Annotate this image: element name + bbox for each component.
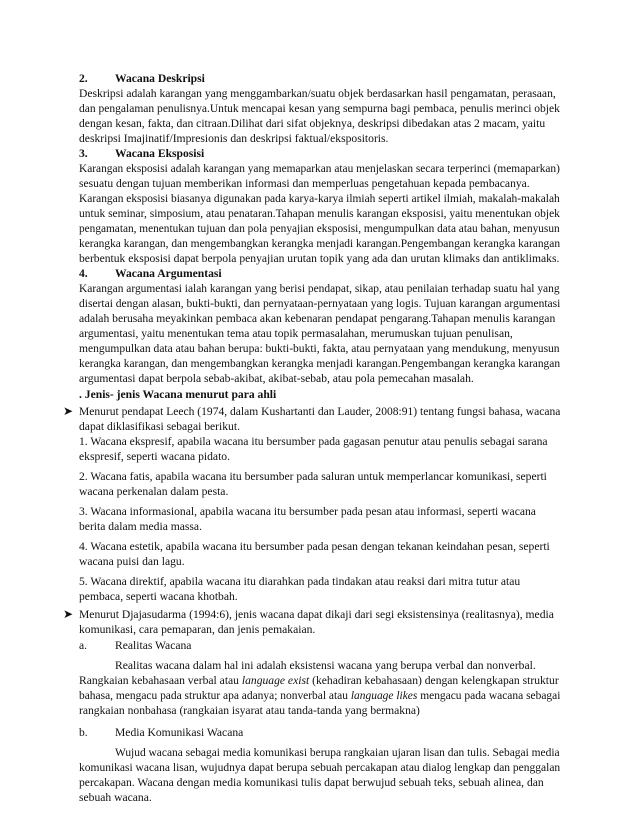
paragraph-line: sebuah wacana. xyxy=(79,791,152,804)
paragraph-line: deskripsi Imajinatif/Impresionis dan deskripsi faktual/ekspositoris. xyxy=(79,132,389,145)
paragraph-line: kerangka karangan, dan mengembangkan kerangka menjadi karangan.Pengembangan kerangka karangan xyxy=(79,357,561,370)
list-item-line: wacana perkenalan dalam pesta. xyxy=(79,485,229,498)
text-run: bahasa, mengacu pada struktur apa adanya; nonverbal atau xyxy=(79,689,348,702)
list-item-line: 3. Wacana informasional, apabila wacana itu bersumber pada pesan atau informasi, seperti wacana xyxy=(79,505,536,518)
subitem-title: Realitas Wacana xyxy=(115,639,192,652)
paragraph-line: untuk seminar, simposium, atau penataran.Tahapan menulis karangan eksposisi, yaitu menentukan objek xyxy=(79,207,560,220)
list-label: b. xyxy=(79,726,88,739)
arrow-bullet-icon: ➤ xyxy=(63,607,74,621)
paragraph-line: dengan kesan, fakta, dan citraan.Dilihat dari sifat objeknya, deskripsi dibedakan atas 2 macam, yaitu xyxy=(79,117,546,130)
list-item-line: pembaca, seperti wacana khotbah. xyxy=(79,590,238,603)
text-run: mengacu pada wacana sebagai xyxy=(420,689,561,702)
paragraph-line: mengumpulkan data atau bahan berupa: bukti-bukti, fakta, atau pernyataan yang mendukung, menyusun xyxy=(79,342,560,355)
paragraph-line: dan pengalaman penulisnya.Untuk mencapai kesan yang sempurna bagi pembaca, penulis merinci objek xyxy=(79,102,560,115)
paragraph-line: Menurut pendapat Leech (1974, dalam Kushartanti dan Lauder, 2008:91) tentang fungsi bahasa, wacana xyxy=(79,405,561,418)
arrow-bullet-icon: ➤ xyxy=(63,404,74,418)
paragraph-line: kerangka karangan, dan mengembangkan kerangka menjadi karangan.Pengembangan kerangka karangan xyxy=(79,237,561,250)
paragraph-line: Karangan eksposisi adalah karangan yang memaparkan atau menjelaskan secara terperinci (memaparkan) xyxy=(79,162,560,175)
paragraph-line: komunikasi, cara pemaparan, dan jenis pemakaian. xyxy=(79,623,316,636)
paragraph-line: argumentasi dapat berpola sebab-akibat, akibat-sebab, atau pola pemecahan masalah. xyxy=(79,372,474,385)
paragraph-line: rangkaian nonbahasa (rangkaian isyarat atau tanda-tanda yang bermakna) xyxy=(79,704,420,717)
paragraph-line: Karangan argumentasi ialah karangan yang berisi pendapat, sikap, atau penilaian terhadap suatu hal yang xyxy=(79,282,560,295)
paragraph-line: pengamatan, menentukan tujuan dan pola penyajian eksposisi, mengumpulkan data atau bahan, menyusun xyxy=(79,222,560,235)
paragraph-line: komunikasi wacana lisan, wujudnya dapat berupa sebuah percakapan atau dialog lengkap dan penggalan xyxy=(79,761,561,774)
paragraph-line: Karangan eksposisi biasanya digunakan pada karya-karya ilmiah seperti artikel ilmiah, makalah-makalah xyxy=(79,192,560,205)
emphasis-text: language likes xyxy=(350,689,418,702)
subitem-title: Media Komunikasi Wacana xyxy=(115,726,244,739)
paragraph-line: Menurut Djajasudarma (1994:6), jenis wacana dapat dikaji dari segi eksistensinya (realitasnya), media xyxy=(79,608,554,621)
text-run: (kehadiran kebahasaan) dengan kelengkapan struktur xyxy=(312,674,559,687)
list-item-line: 2. Wacana fatis, apabila wacana itu bersumber pada saluran untuk memperlancar komunikasi, seperti xyxy=(79,470,547,483)
paragraph-line: Realitas wacana dalam hal ini adalah eksistensi wacana yang berupa verbal dan nonverbal. xyxy=(115,659,536,672)
paragraph-line: adalah berusaha meyakinkan pembaca akan kebenaran pendapat pengarang.Tahapan menulis karangan xyxy=(79,312,556,325)
paragraph-line: dapat diklasifikasi sebagai berikut. xyxy=(79,420,240,433)
section-number: 4. xyxy=(79,267,88,280)
paragraph-line xyxy=(79,689,560,702)
emphasis-text: language exist xyxy=(241,674,310,687)
paragraph-line xyxy=(79,674,559,687)
paragraph-line: berbentuk eksposisi dapat berpola penyajian urutan topik yang ada dan urutan klimaks dan antiklimaks. xyxy=(79,252,560,265)
paragraph-line: sesuatu dengan tujuan memberikan informasi dan memperluas pengetahuan kepada pembacanya. xyxy=(79,177,530,190)
list-item-line: 4. Wacana estetik, apabila wacana itu bersumber pada pesan dengan tekanan keindahan pesan, seperti xyxy=(79,540,550,553)
text-run: Rangkaian kebahasaan verbal atau xyxy=(79,674,239,687)
section-title: Wacana Argumentasi xyxy=(115,267,222,280)
section-title: Wacana Deskripsi xyxy=(115,72,205,85)
section-title: Wacana Eksposisi xyxy=(115,147,205,160)
paragraph-line: Deskripsi adalah karangan yang menggambarkan/suatu objek berdasarkan hasil pengamatan, perasaan, xyxy=(79,87,556,100)
list-item-line: 1. Wacana ekspresif, apabila wacana itu bersumber pada gagasan penutur atau penulis sebagai sarana xyxy=(79,435,548,448)
list-label: a. xyxy=(79,639,88,652)
section-number: 3. xyxy=(79,147,88,160)
paragraph-line: Wujud wacana sebagai media komunikasi berupa rangkaian ujaran lisan dan tulis. Sebagai media xyxy=(115,746,560,759)
paragraph-line: disertai dengan alasan, bukti-bukti, dan pernyataan-pernyataan yang logis. Tujuan karangan argumentasi xyxy=(79,297,561,310)
list-item-line: berita dalam media massa. xyxy=(79,520,202,533)
section-number: 2. xyxy=(79,72,88,85)
list-item-line: wacana puisi dan lagu. xyxy=(79,555,185,568)
subsection-heading: . Jenis- jenis Wacana menurut para ahli xyxy=(79,388,277,401)
list-item-line: ekspresif, seperti wacana pidato. xyxy=(79,450,230,463)
paragraph-line: argumentasi, yaitu menentukan tema atau topik permasalahan, merumuskan tujuan penulisan, xyxy=(79,327,513,340)
list-item-line: 5. Wacana direktif, apabila wacana itu diarahkan pada tindakan atau reaksi dari mitra tutur atau xyxy=(79,575,521,588)
paragraph-line: percakapan. Wacana dengan media komunikasi tulis dapat berwujud sebuah teks, sebuah alinea, dan xyxy=(79,776,544,789)
